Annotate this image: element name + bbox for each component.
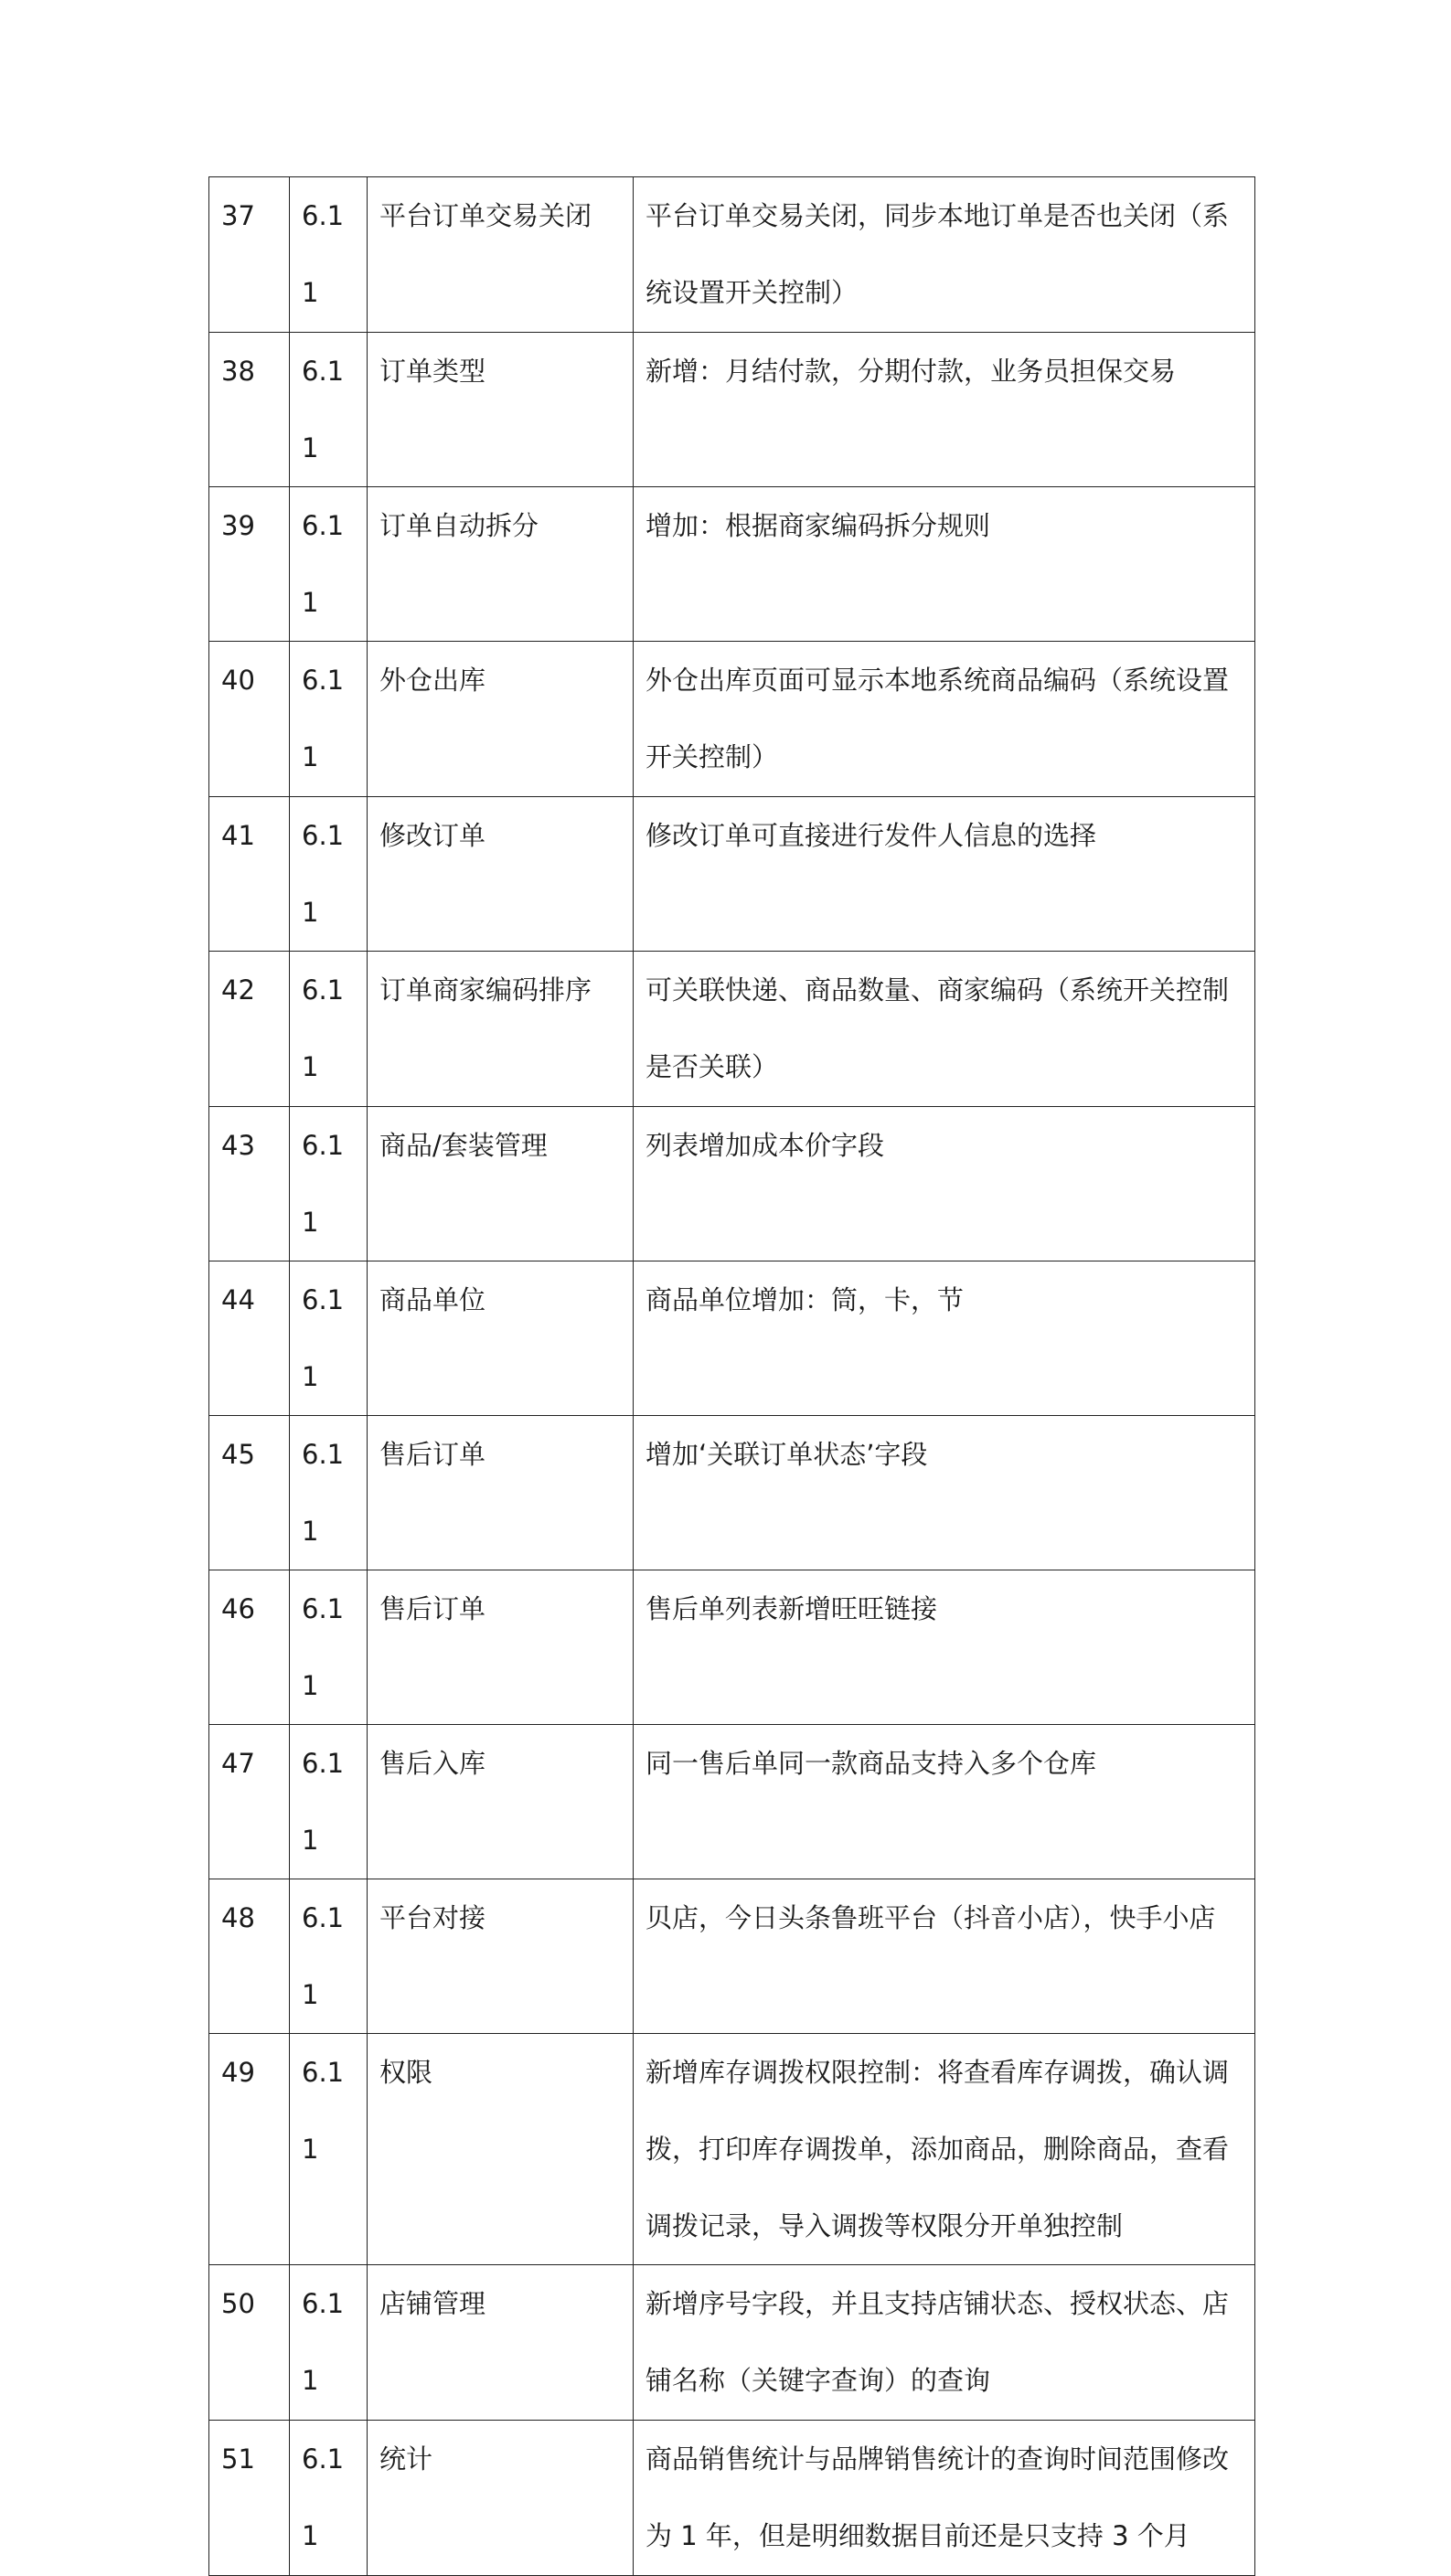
table-row xyxy=(209,2034,1255,2265)
row-date: 6.11 xyxy=(290,177,368,333)
table-row xyxy=(209,2421,1255,2576)
table-row xyxy=(209,1570,1255,1725)
table-row xyxy=(209,1107,1255,1261)
row-number: 38 xyxy=(209,333,290,487)
table-row xyxy=(209,1725,1255,1879)
row-number: 51 xyxy=(209,2421,290,2576)
table-row xyxy=(209,2265,1255,2421)
row-description: 外仓出库页面可显示本地系统商品编码（系统设置开关控制） xyxy=(634,642,1255,797)
row-number: 41 xyxy=(209,797,290,952)
row-date: 6.11 xyxy=(290,2034,368,2265)
row-module: 售后订单 xyxy=(368,1570,634,1725)
row-description: 商品单位增加：筒，卡，节 xyxy=(634,1261,1255,1416)
row-module: 店铺管理 xyxy=(368,2265,634,2421)
row-date: 6.11 xyxy=(290,2421,368,2576)
row-module: 修改订单 xyxy=(368,797,634,952)
changelog-rows xyxy=(209,177,1255,2576)
row-date: 6.11 xyxy=(290,1261,368,1416)
row-date: 6.11 xyxy=(290,1725,368,1879)
row-description: 贝店，今日头条鲁班平台（抖音小店），快手小店 xyxy=(634,1879,1255,2034)
row-number: 47 xyxy=(209,1725,290,1879)
row-number: 39 xyxy=(209,487,290,642)
row-number: 40 xyxy=(209,642,290,797)
row-description: 增加‘关联订单状态’字段 xyxy=(634,1416,1255,1570)
row-module: 订单类型 xyxy=(368,333,634,487)
row-number: 48 xyxy=(209,1879,290,2034)
row-description: 可关联快递、商品数量、商家编码（系统开关控制是否关联） xyxy=(634,952,1255,1107)
row-number: 42 xyxy=(209,952,290,1107)
row-module: 商品/套装管理 xyxy=(368,1107,634,1261)
table-row xyxy=(209,333,1255,487)
row-date: 6.11 xyxy=(290,333,368,487)
row-description: 新增库存调拨权限控制：将查看库存调拨，确认调拨，打印库存调拨单，添加商品，删除商品，查看调拨记录，导入调拨等权限分开单独控制 xyxy=(634,2034,1255,2265)
row-module: 订单商家编码排序 xyxy=(368,952,634,1107)
row-module: 订单自动拆分 xyxy=(368,487,634,642)
row-number: 45 xyxy=(209,1416,290,1570)
row-module: 外仓出库 xyxy=(368,642,634,797)
row-number: 44 xyxy=(209,1261,290,1416)
table-row xyxy=(209,177,1255,333)
row-description: 新增：月结付款，分期付款，业务员担保交易 xyxy=(634,333,1255,487)
row-module: 商品单位 xyxy=(368,1261,634,1416)
row-date: 6.11 xyxy=(290,1570,368,1725)
row-date: 6.11 xyxy=(290,487,368,642)
row-module: 售后入库 xyxy=(368,1725,634,1879)
row-date: 6.11 xyxy=(290,1107,368,1261)
row-date: 6.11 xyxy=(290,1879,368,2034)
row-date: 6.11 xyxy=(290,2265,368,2421)
row-description: 新增序号字段，并且支持店铺状态、授权状态、店铺名称（关键字查询）的查询 xyxy=(634,2265,1255,2421)
table-row xyxy=(209,642,1255,797)
table-row xyxy=(209,797,1255,952)
row-module: 平台对接 xyxy=(368,1879,634,2034)
row-description: 平台订单交易关闭，同步本地订单是否也关闭（系统设置开关控制） xyxy=(634,177,1255,333)
row-description: 增加：根据商家编码拆分规则 xyxy=(634,487,1255,642)
table-row xyxy=(209,952,1255,1107)
row-description: 商品销售统计与品牌销售统计的查询时间范围修改为 1 年，但是明细数据目前还是只支持 3 个月 xyxy=(634,2421,1255,2576)
row-number: 46 xyxy=(209,1570,290,1725)
row-number: 43 xyxy=(209,1107,290,1261)
row-description: 售后单列表新增旺旺链接 xyxy=(634,1570,1255,1725)
table-row xyxy=(209,1879,1255,2034)
row-date: 6.11 xyxy=(290,797,368,952)
row-description: 列表增加成本价字段 xyxy=(634,1107,1255,1261)
row-module: 售后订单 xyxy=(368,1416,634,1570)
row-date: 6.11 xyxy=(290,952,368,1107)
row-number: 50 xyxy=(209,2265,290,2421)
row-module: 平台订单交易关闭 xyxy=(368,177,634,333)
row-module: 权限 xyxy=(368,2034,634,2265)
changelog-table xyxy=(208,176,1255,2576)
row-description: 同一售后单同一款商品支持入多个仓库 xyxy=(634,1725,1255,1879)
row-number: 49 xyxy=(209,2034,290,2265)
row-date: 6.11 xyxy=(290,1416,368,1570)
row-module: 统计 xyxy=(368,2421,634,2576)
row-number: 37 xyxy=(209,177,290,333)
row-description: 修改订单可直接进行发件人信息的选择 xyxy=(634,797,1255,952)
row-date: 6.11 xyxy=(290,642,368,797)
table-row xyxy=(209,1416,1255,1570)
table-row xyxy=(209,1261,1255,1416)
table-row xyxy=(209,487,1255,642)
